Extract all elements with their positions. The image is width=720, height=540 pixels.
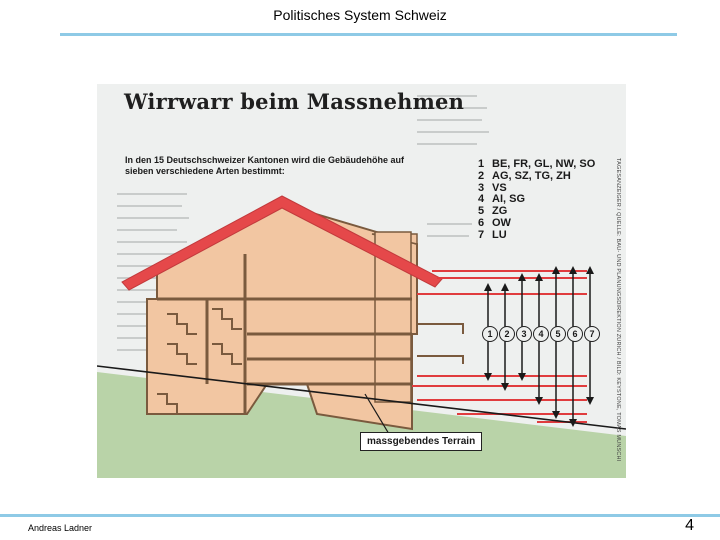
legend-cantons: VS [492, 181, 507, 194]
legend-number: 1 [478, 158, 485, 170]
figure-caption: In den 15 Deutschschweizer Kantonen wird die Gebäudehöhe auf sieben verschiedene Arten bestimmt: [125, 155, 405, 176]
method-marker-1: 1 [482, 326, 498, 342]
legend-number: 4 [478, 193, 485, 206]
legend-cantons: BE, FR, GL, NW, SO [492, 158, 596, 170]
legend-row [478, 230, 608, 242]
page-number: 4 [685, 517, 694, 534]
measure-levels [412, 271, 587, 422]
footer-author: Andreas Ladner [28, 523, 93, 533]
method-marker-2: 2 [499, 326, 515, 342]
vent-lines [417, 324, 463, 364]
legend-number: 7 [478, 228, 485, 241]
legend-cantons: AG, SZ, TG, ZH [492, 169, 571, 182]
method-marker-3: 3 [516, 326, 532, 342]
terrain-label: massgebendes Terrain [360, 432, 482, 451]
legend-number: 5 [478, 205, 485, 218]
slide-title: Politisches System Schweiz [273, 7, 447, 23]
legend-number: 3 [478, 181, 485, 194]
newspaper-figure [97, 84, 626, 478]
legend-number: 2 [478, 169, 485, 182]
legend-number: 6 [478, 216, 485, 229]
legend-row [478, 218, 608, 230]
method-marker-4: 4 [533, 326, 549, 342]
legend-cantons: ZG [492, 205, 508, 218]
building-diagram [97, 84, 626, 478]
legend-row [478, 171, 608, 183]
canton-legend [478, 159, 608, 242]
figure-title: Wirrwarr beim Massnehmen [124, 89, 465, 114]
legend-cantons: OW [492, 216, 511, 229]
method-marker-5: 5 [550, 326, 566, 342]
footer-divider [0, 514, 720, 517]
legend-cantons: LU [492, 228, 507, 241]
source-credit: TAGESANZEIGER / QUELLE: BAU- UND PLANUNGSDIREKTION ZÜRICH / BILD: KEYSTONE, TOMAS MUNSCHI [615, 158, 621, 462]
method-marker-7: 7 [584, 326, 600, 342]
title-divider [60, 33, 677, 36]
legend-cantons: AI, SG [492, 193, 526, 206]
method-marker-6: 6 [567, 326, 583, 342]
